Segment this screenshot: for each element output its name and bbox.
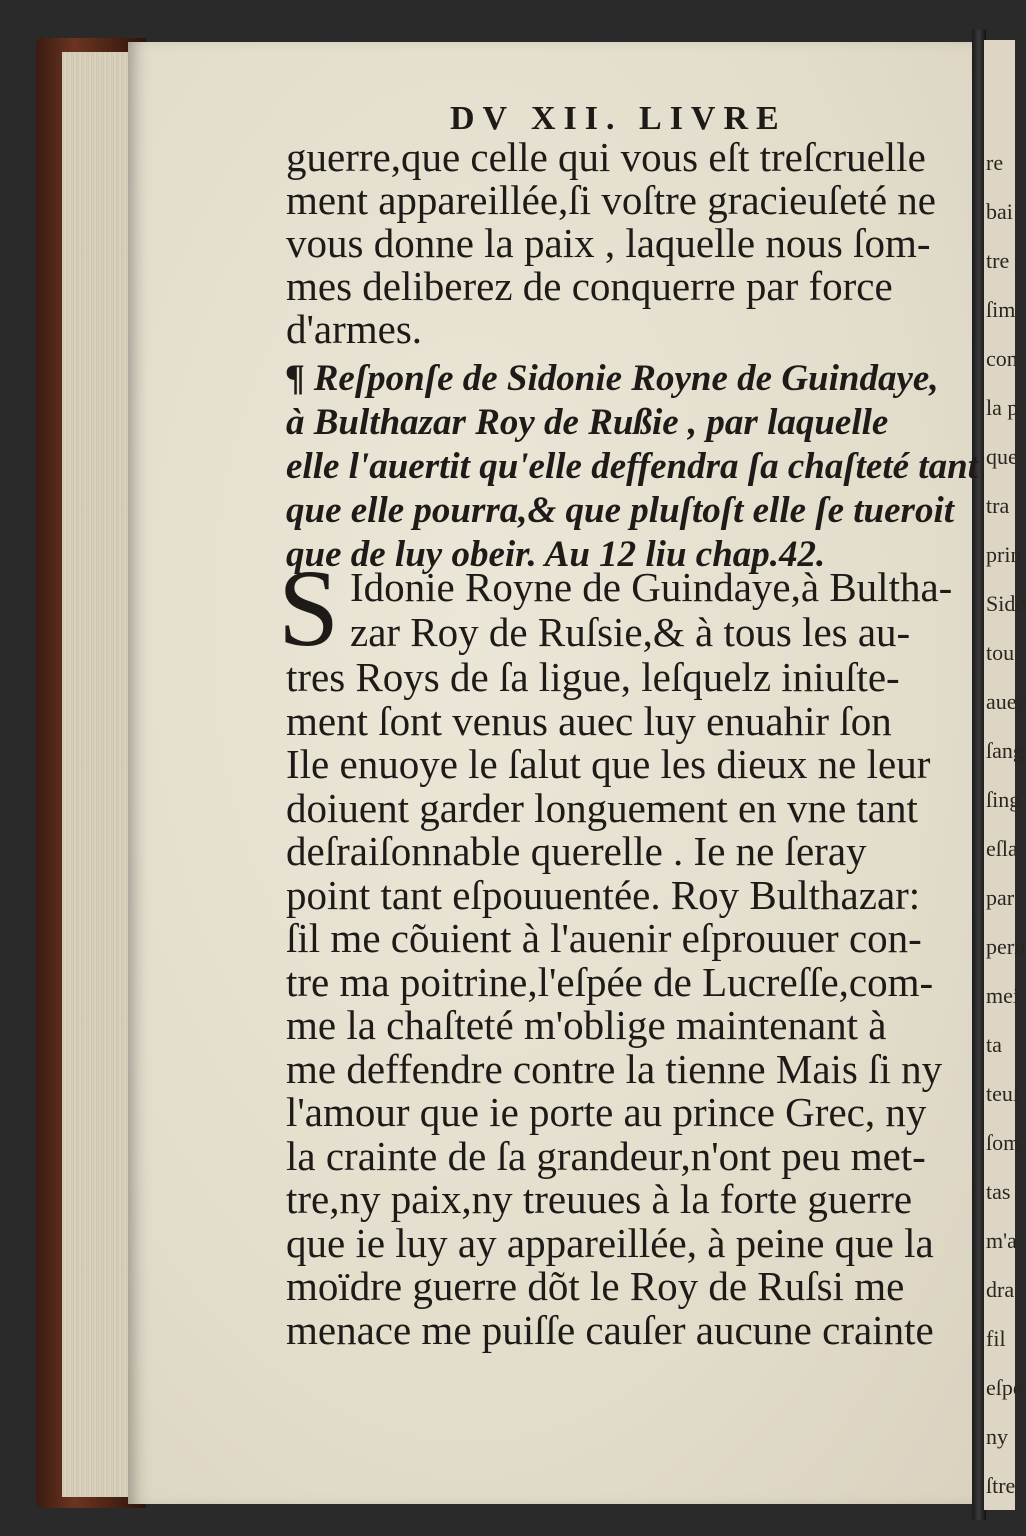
text-line: que ie luy ay appareillée, à peine que la [286,1219,934,1266]
text-line: tre,ny paix,ny treuues à la forte guerre [286,1176,913,1222]
next-page-fragment: ſom [986,1130,1021,1155]
next-page-fragment: ta [986,1032,1002,1057]
text-line: l'amour que ie porte au prince Grec, ny [286,1089,927,1135]
next-page-fragment: eſla [986,836,1018,861]
next-page-fragment: tou [986,640,1015,665]
text-line: menace me puiſſe cauſer aucune crainte [286,1306,934,1353]
next-page-fragment: m'a [986,1228,1017,1253]
next-page-fragment: con [986,346,1018,371]
text-line: doiuent garder longuement en vne tant [286,784,918,831]
rubric-line: à Bulthazar Roy de Rußie , par laquelle [286,402,889,443]
text-line: tre ma poitrine,l'eſpée de Lucreſſe,com- [286,958,934,1005]
next-page-fragment: ny [986,1424,1008,1449]
rubric-line: elle l'auertit qu'elle deffendra ſa chaſteté tant [286,446,978,487]
next-page-fragment: pern [986,934,1026,959]
next-page-fragment: Sido [986,591,1026,616]
next-page-edge [984,40,1026,1510]
text-line: moïdre guerre dõt le Roy de Ruſsi me [286,1263,905,1309]
text-line: zar Roy de Ruſsie,& à tous les au- [350,609,911,655]
next-page-fragment: prin [986,542,1022,567]
next-page-fragment: tas [986,1179,1011,1204]
text-line: ſil me cõuient à l'auenir eſprouuer con- [286,915,922,961]
next-page-fragment: ſim [986,297,1016,322]
next-page-fragment: re [986,150,1004,175]
rubric-line: que elle pourra,& que pluſtoſt elle ſe tueroit [286,490,955,531]
text-line: Idonie Royne de Guindaye,à Bultha- [350,564,953,610]
text-line: mes deliberez de conquerre par force [286,263,893,309]
text-line: deſraiſonnable querelle . Ie ne ſeray [286,828,867,874]
text-line: d'armes. [286,306,423,352]
next-page-fragment: fil [986,1326,1006,1351]
rubric-line: que de luy obeir. Au 12 liu chap.42. [286,534,826,575]
text-line: tres Roys de ſa ligue, leſquelz iniuſte- [286,654,900,700]
text-line: ment appareillée,ſi voſtre gracieuſeté ne [286,177,936,223]
next-page-fragment: tra [986,493,1010,518]
text-line: point tant eſpouuentée. Roy Bulthazar: [286,871,921,918]
next-page-fragment: bai [986,199,1013,224]
next-page-fragment: la p [986,395,1019,420]
next-page-fragment: mei [986,983,1019,1008]
next-page-fragment: dra [986,1277,1015,1302]
text-line: guerre,que celle qui vous eſt treſcruelle [286,134,926,180]
text-line: la crainte de ſa grandeur,n'ont peu met- [286,1132,926,1179]
running-header: DV XII. LIVRE [450,100,787,137]
text-line: me la chaſteté m'oblige maintenant à [286,1002,887,1048]
text-line: vous donne la paix , laquelle nous ſom- [286,220,931,266]
next-page-fragment: tre [986,248,1010,273]
next-page-fragment: eſpe [986,1375,1023,1400]
text-line: ment ſont venus auec luy enuahir ſon [286,697,892,744]
rubric-line: ¶ Reſponſe de Sidonie Royne de Guindaye, [286,358,939,399]
next-page-fragment: que [986,444,1018,469]
drop-cap: S [278,547,340,669]
next-page-fragment: ſtre [986,1473,1016,1498]
next-page-fragment: ſang [986,738,1024,763]
next-page-fragment: par [986,885,1015,910]
text-line: Ile enuoye le ſalut que les dieux ne leur [286,741,931,787]
next-page-fragment: ſing [986,787,1021,812]
text-line: me deffendre contre la tienne Mais ſi ny [286,1045,943,1092]
next-page-fragment: auec [986,689,1026,714]
next-page-fragment: teuſ [986,1081,1019,1106]
